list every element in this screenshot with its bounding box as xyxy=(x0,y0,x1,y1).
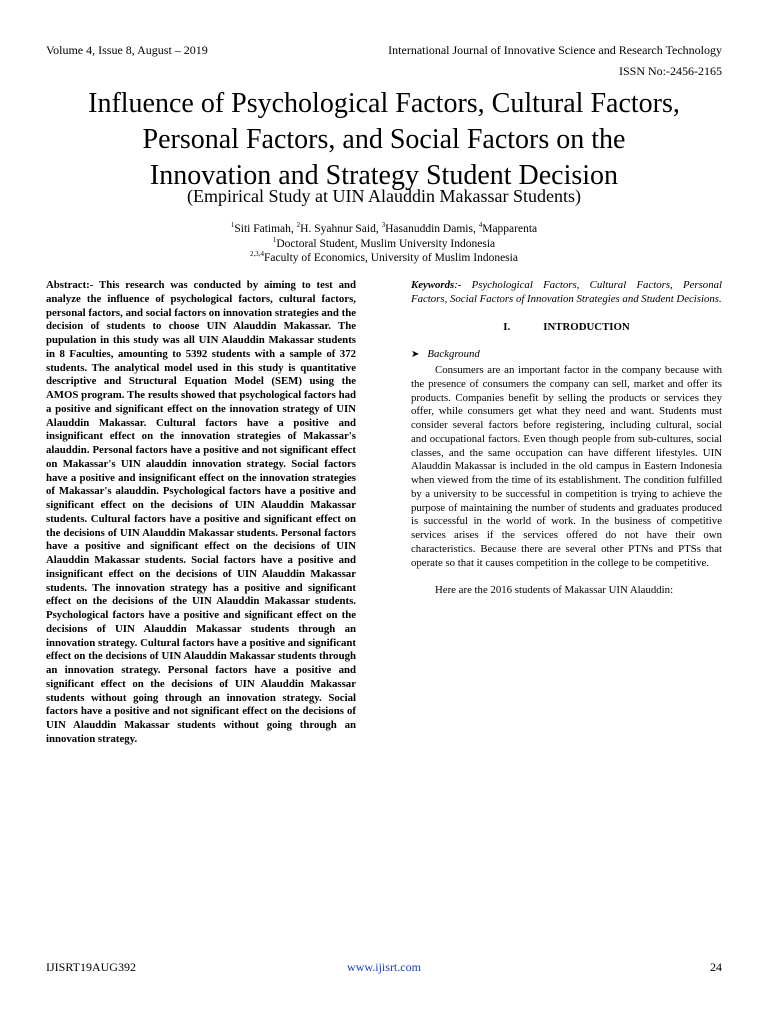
author-name: Hasanuddin Damis, xyxy=(385,223,479,235)
affiliation xyxy=(30,251,738,266)
arrowhead-bullet-icon: ➤ xyxy=(411,349,420,361)
affiliation-sup: 1 xyxy=(272,235,277,244)
right-column xyxy=(411,279,722,598)
page-number: 24 xyxy=(710,960,722,974)
paper-title xyxy=(30,86,738,194)
volume-info: Volume 4, Issue 8, August – 2019 xyxy=(46,43,208,57)
journal-url-link[interactable]: www.ijisrt.com xyxy=(347,960,421,974)
paper-code: IJISRT19AUG392 xyxy=(46,960,136,974)
keywords xyxy=(411,279,722,307)
keywords-text: :- Psychological Factors, Cultural Factors, Personal Factors, Social Factors of Innovation Strategies and Student Decisions. xyxy=(411,279,722,305)
section-title: INTRODUCTION xyxy=(543,320,630,333)
abstract: Abstract:- This research was conducted by aiming to test and analyze the influence of psychological factors, cultural factors, personal factors, and social factors on innovation strategies and the decision of students to choose UIN Alauddin Makassar. The pupulation in this study was all UIN Alauddin Makassar students in 8 Faculties, amounting to 5392 students with a sample of 372 students. The analytical model used in this study is quantitative descriptive and Structural Equation Model (SEM) using the AMOS program. The results showed that psychological factors had a positive and significant effect on the innovation strategy of UIN Alauddin Makassar. Cultural factors have a positive and insignificant effect on the innovation strategies of Makassar's alauddin. Personal factors have a positive and not significant effect on Makassar's UIN alauddin innovation strategy. Social factors have a positive and insignificant effect on the innovation strategies of Makassar's alauddin. Psychological factors have a positive and significant effect on the decisions of UIN Alauddin Makassar students. Cultural factors have a positive and significant effect on the decisions of UIN Alauddin Makassar students. Personal factors have a positive and significant effect on the decisions of UIN Alauddin Makassar students. Social factors have a positive and insignificant effect on the decisions of UIN Alauddin Makassar students. The innovation strategy has a positive and significant effect on the decisions of the UIN Alauddin Makassar students. Psychological factors have a positive and significant effect on the decisions of UIN Alauddin Makassar students through an innovation strategy. Cultural factors have a positive and significant effect on the decisions of UIN Alauddin Makassar students through an innovation strategy. Personal factors have a positive and significant effect on the decisions of UIN Alauddin Makassar students without going through an innovation strategy. Social factors have a positive and not significant effect on the decisions of UIN Alauddin Makassar students without going through an innovation strategy. xyxy=(46,279,356,745)
title-line: Influence of Psychological Factors, Cultural Factors, xyxy=(88,88,680,119)
author-sup: 4 xyxy=(478,221,483,230)
author-sup: 3 xyxy=(381,221,386,230)
author-names xyxy=(30,222,738,237)
subsection-title: Background xyxy=(427,348,480,361)
author-name: Mapparenta xyxy=(482,223,538,235)
section-number: I. xyxy=(503,320,511,333)
affiliation xyxy=(30,237,738,252)
author-sup: 2 xyxy=(296,221,301,230)
keywords-label: Keywords xyxy=(411,279,455,291)
body-paragraph: Here are the 2016 students of Makassar UIN Alauddin: xyxy=(435,584,674,597)
author-sup: 1 xyxy=(230,221,235,230)
body-paragraph: Consumers are an important factor in the company because with the presence of consumers the company can sell, market and offer its products. Companies benefit by selling the products or services they offer, while consumers get what they need and want. Students must consider several factors before registering, including cultural, social and occupational factors. Even though people from sub-cultures, social classes, and the same occupation can have different lifestyles. UIN Alauddin Makassar is included in the old campus in Eastern Indonesia when viewed from the time of its establishment. The condition fulfilled by a university to be successful in competition is trying to achieve the purpose of maintaining the number of students and graduates produced is successful in the world of work. In the business of competitive services arises if the services offered do not have their own characteristics. Because there are several other PTNs and PTSs that operate so that it causes competition in the college to be competitive. xyxy=(411,364,722,569)
affiliation-sup: 2,3,4 xyxy=(250,250,265,259)
title-line: Personal Factors, and Social Factors on the xyxy=(142,124,626,155)
affiliation-text: Faculty of Economics, University of Muslim Indonesia xyxy=(264,252,518,264)
affiliation-text: Doctoral Student, Muslim University Indonesia xyxy=(276,237,496,250)
author-name: H. Syahnur Said, xyxy=(300,223,382,235)
subsection-heading xyxy=(411,348,722,362)
title-line: Innovation and Strategy Student Decision xyxy=(149,160,619,191)
issn: ISSN No:-2456-2165 xyxy=(618,64,722,78)
author-name: Siti Fatimah, xyxy=(234,223,297,235)
section-heading xyxy=(411,321,722,335)
journal-name: International Journal of Innovative Science and Research Technology xyxy=(388,43,722,57)
paper-subtitle: (Empirical Study at UIN Alauddin Makassar Students) xyxy=(187,186,581,206)
author-block xyxy=(30,222,738,266)
